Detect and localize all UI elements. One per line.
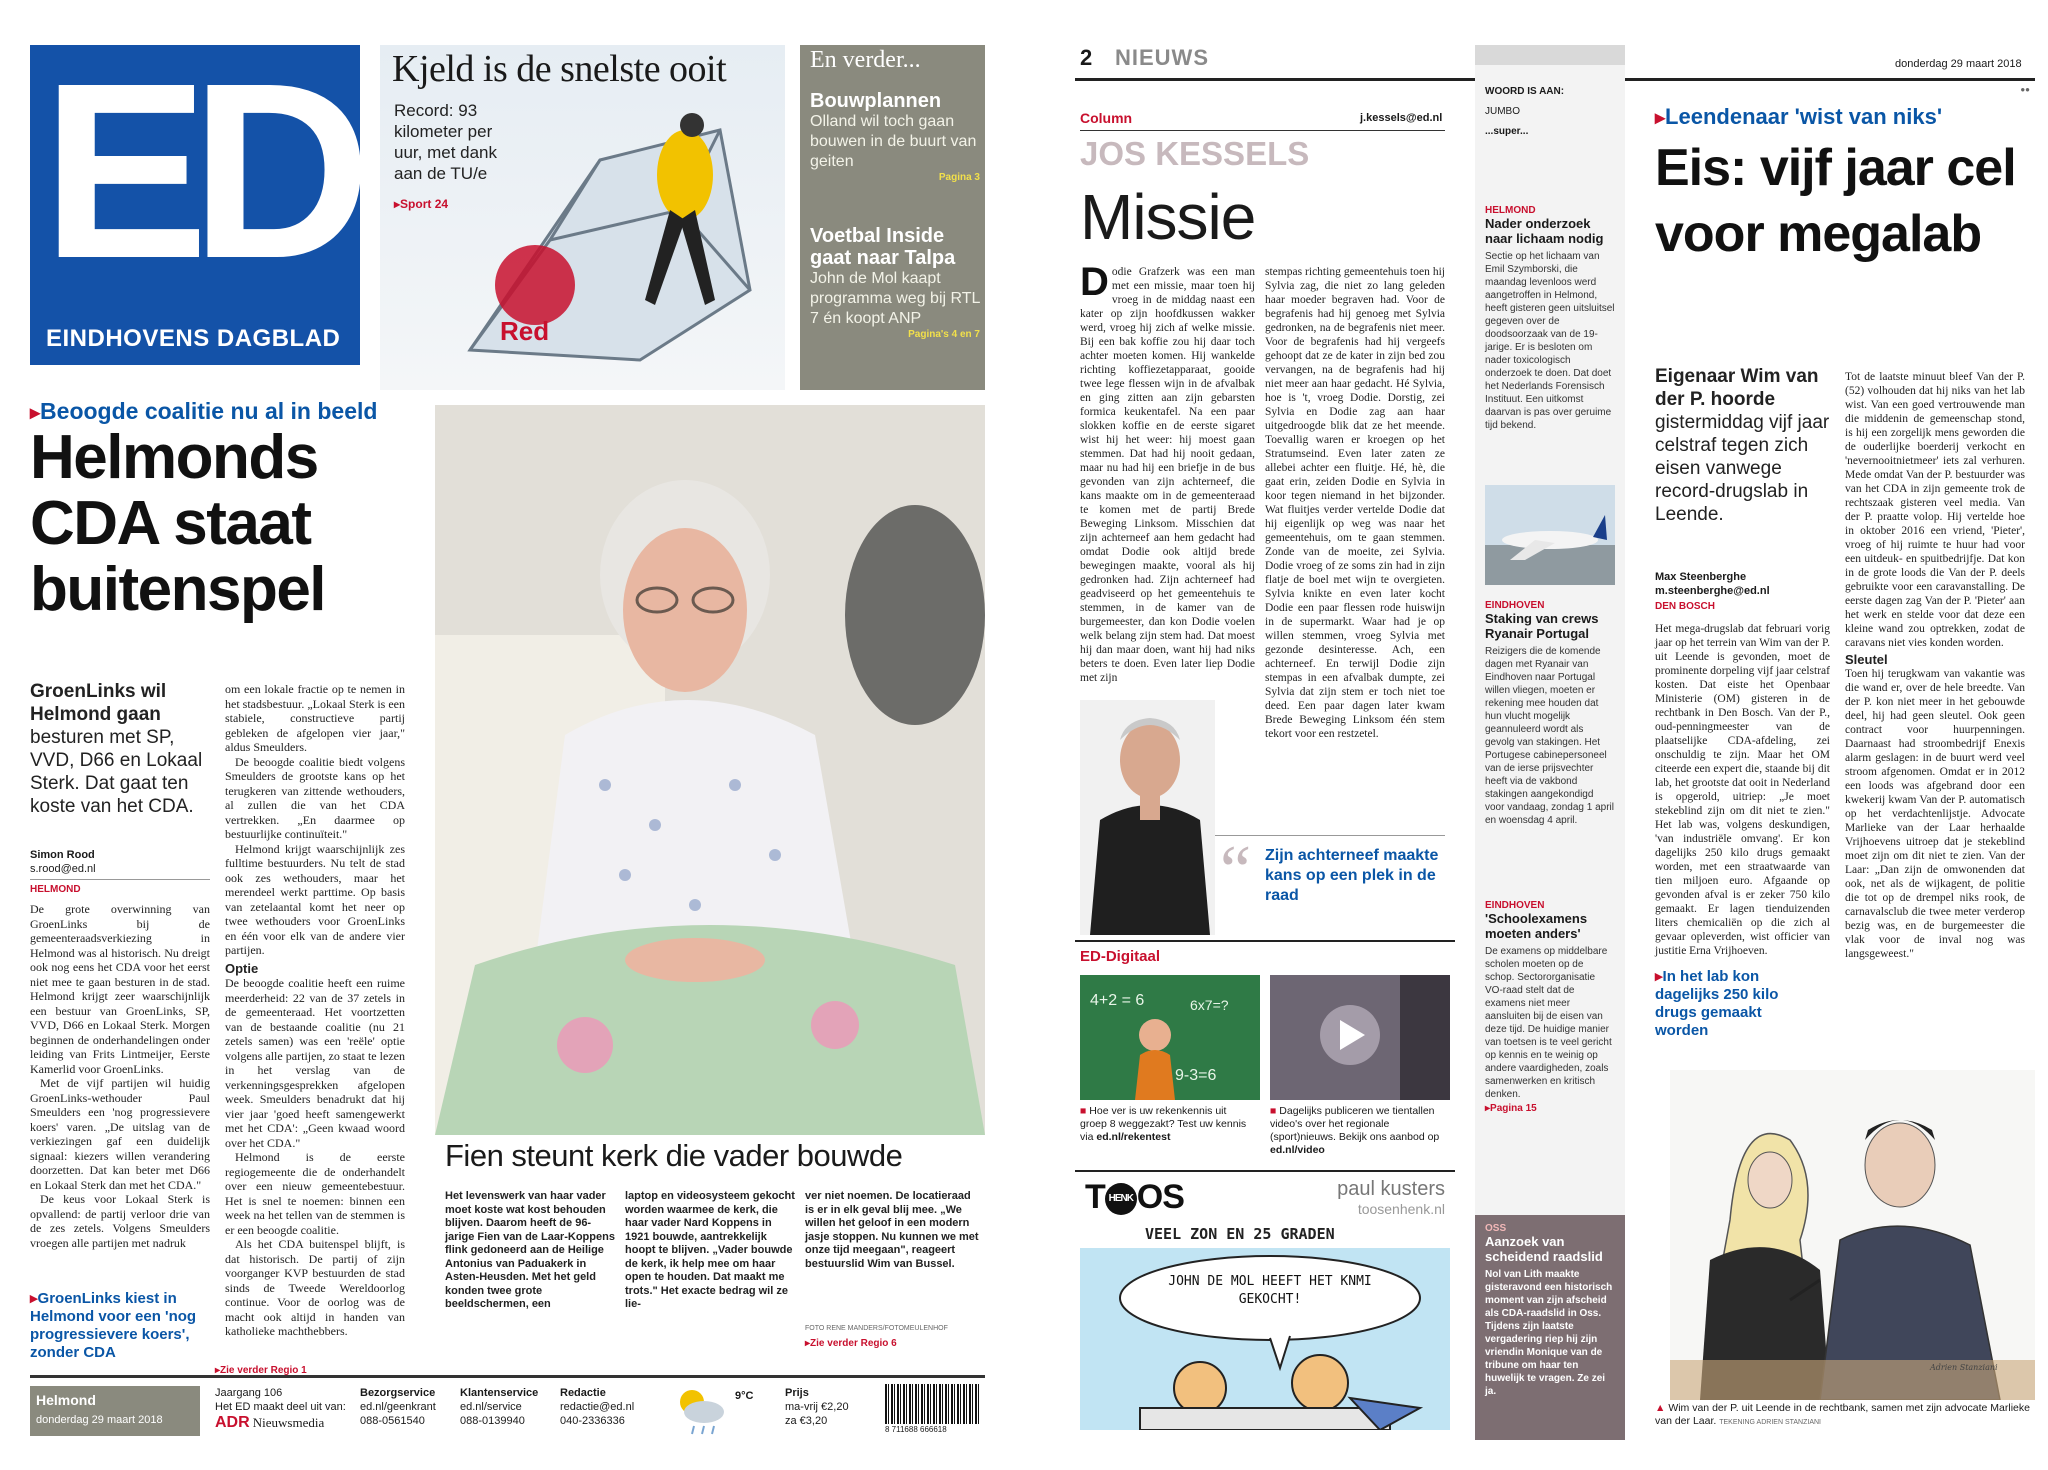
lab-col-2 bbox=[1845, 370, 2025, 961]
edition-box bbox=[30, 1386, 200, 1436]
klantenservice[interactable] bbox=[460, 1386, 538, 1428]
edition-date: donderdag 29 maart 2018 bbox=[36, 1414, 163, 1426]
column-label: Column bbox=[1080, 110, 1133, 126]
item-link[interactable]: ed.nl/video bbox=[1270, 1144, 1325, 1156]
en-verder-item-1[interactable] bbox=[810, 90, 980, 183]
lab-kicker: ▸ Leendenaar 'wist van niks' bbox=[1655, 104, 1942, 130]
author-name: paul kusters bbox=[1337, 1178, 1445, 1200]
ed-digitaal-rule bbox=[1075, 940, 1455, 942]
column-quote-box bbox=[1215, 832, 1445, 935]
item-ref: Pagina's 4 en 7 bbox=[908, 329, 980, 340]
photo-story-col-3: ver niet noemen. De locatieraad is er in elk geval blij mee. „We willen het geloof in een modern jasje stoppen. Nu kunnen we met onze tijd meegaan", reageert bestuurslid Wim van Bussel. bbox=[805, 1190, 979, 1270]
dateline: DEN BOSCH bbox=[1655, 601, 1716, 612]
paragraph: odie Grafzerk was een man met een missie, maar toen hij vroeg in de middag naast een kater op zijn hoofdkussen wakker werd, vroeg hij zich af welke missie. Bij een bak koffie zou hij daar toch achter moeten komen. Hij wankelde richting koffiezetapparaat, gooide twee lege flessen wijn in de afvalbak en ging zitten aan zijn gebarsten formica keukentafel. Na een paar slokken koffie en de eerste sigaret wist hij het weer: hij moest gaan stemmen. Dat had hij nooit gedaan, maar nu had hij een briefje in de bus gevonden van zijn achterneef, die kans maakte om in de gemeenteraad te komen met de partij Brede Beweging Linksom. Misschien dat zijn achterneef aan hem gedacht had omdat Dodie ook altijd brede bewegingen maakte, vooral als hij gedronken had. Zijn achterneef had geadviseerd op het gemeentehuis te stemmen, in de kamer van de burgemeester, dan kon Dodie voelen welk belang zijn stem had. Dat moest hij dan maar doen, want hij had niks beters te doen. Even later liep Dodie met zijn bbox=[1080, 266, 1255, 684]
page-number: 2 bbox=[1080, 45, 1093, 70]
intro-rest: besturen met SP, VVD, D66 en Lokaal Sterk. Dat gaat ten koste van het CDA. bbox=[30, 727, 203, 817]
intro-bold: GroenLinks wil Helmond gaan bbox=[30, 681, 167, 725]
front-page bbox=[30, 31, 985, 1440]
url: ed.nl/service bbox=[460, 1401, 522, 1413]
teaser-text: Record: 93 kilometer per uur, met dank aan de TU/e bbox=[394, 101, 498, 183]
item-tag: OSS bbox=[1485, 1223, 1507, 1234]
label: Redactie bbox=[560, 1387, 606, 1399]
label: Klantenservice bbox=[460, 1387, 539, 1399]
url: ed.nl/geenkrant bbox=[360, 1401, 436, 1413]
page-date: donderdag 29 maart 2018 bbox=[1895, 58, 2022, 70]
paragraph: Tot de laatste minuut bleef Van der P. (52) volhouden dat hij niks van het lab wist. Van een goed vertrouwende man die middenin de gemeenschap stond, is hij een zorgelijk mens geworden die de ouderlijke boerderij verkocht en 'nevernooitnietmeer' iets zal verhuren. Mede omdat Van der P. bestuurder was van het CDA in zijn gemeente trok de rechtszaak gisteren veel media. Van der P. praatte volop. Hij vertelde hoe in oktober 2016 een vriend, 'Pieter', vroeg of hij ruimte te huur had voor een uitdeuk- en spuitbedrijfje. Dat kon in de grote loods die Van der P. deels gebruikte voor een caravanstalling. De eerste dagen zag Van der P. 'Pieter' aan het werk en stelde voor dat deze een kleine wand zou optrekken, zodat de caravans niet vies konden worden. bbox=[1845, 371, 2025, 649]
en-verder-item-2[interactable] bbox=[810, 225, 980, 340]
video-illustration bbox=[1270, 975, 1450, 1100]
pull-text: In het lab kon dagelijks 250 kilo drugs gemaakt worden bbox=[1655, 968, 1779, 1039]
jaargang-text: Jaargang 106 bbox=[215, 1387, 283, 1399]
svg-text:Red: Red bbox=[500, 316, 550, 346]
lead-ref[interactable]: ▸ Zie verder Regio 1 bbox=[215, 1365, 307, 1376]
adr-logo: ADR Nieuwsmedia bbox=[215, 1414, 325, 1431]
ed-digitaal-label: ED-Digitaal bbox=[1080, 948, 1161, 965]
comic-title bbox=[1085, 1178, 1184, 1217]
edition-name: Helmond bbox=[36, 1392, 96, 1408]
comic-author bbox=[1300, 1178, 1445, 1217]
lab-pull-quote: ▸In het lab kon dagelijks 250 kilo drugs gemaakt worden bbox=[1655, 968, 1779, 1039]
en-verder-label: En verder... bbox=[810, 47, 921, 73]
paragraph: De beoogde coalitie heeft een ruime meerderheid: 22 van de 37 zetels in de gemeenteraad. Het voortzetten van de bestaande coalitie (nu 21 zetels samen) was een 'reële' optie volgens alle partijen, zo staat te lezen in het verslag van de verkenningsgesprekken afgelopen week. Smeulders benadrukt dat hij vier jaar 'goed heeft samengewerkt met het CDA': „Geen kwaad woord over het CDA." bbox=[225, 976, 405, 1150]
item-link[interactable]: ed.nl/rekentest bbox=[1096, 1131, 1171, 1143]
front-footer bbox=[30, 1375, 985, 1440]
author-email[interactable]: s.rood@ed.nl bbox=[30, 863, 96, 875]
digitaal-item-2[interactable]: ■ Dagelijks publiceren we tientallen video's over het regionale (sport)nieuws. Bekijk ons aanbod op ed.nl/video bbox=[1270, 1105, 1440, 1156]
math-quiz-illustration bbox=[1080, 975, 1260, 1100]
tel: 088-0139940 bbox=[460, 1415, 525, 1427]
page-two bbox=[1075, 40, 2035, 1440]
column-title: Missie bbox=[1080, 181, 1256, 253]
deel-text: Het ED maakt deel uit van: bbox=[215, 1401, 346, 1413]
caption-text: Wim van der P. uit Leende in de rechtbank, samen met zijn advocate Marlieke van der Laar. bbox=[1655, 1402, 2030, 1427]
dropcap: D bbox=[1080, 260, 1109, 304]
digitaal-item-1[interactable]: ■ Hoe ver is uw rekenkennis uit groep 8 weggezakt? Test uw kennis via ed.nl/rekentest bbox=[1080, 1105, 1247, 1143]
paragraph: De beoogde coalitie biedt volgens Smeulders de grootste kans op het terugkeren van zittende wethouders, al zullen die van het CDA vertrekken. „En daarmee op bestuurlijke continuïteit." bbox=[225, 754, 405, 841]
item-text: Olland wil toch gaan bouwen in de buurt van geiten bbox=[810, 113, 977, 170]
sidebar-item-1[interactable] bbox=[1485, 205, 1615, 432]
woord-1: JUMBO bbox=[1485, 106, 1520, 117]
lab-headline[interactable]: Eis: vijf jaar cel voor megalab bbox=[1655, 139, 2016, 263]
lead-pull-quote: ▸GroenLinks kiest in Helmond voor een 'nog progressievere koers', zonder CDA bbox=[30, 1290, 197, 1361]
author: Simon Rood bbox=[30, 849, 95, 861]
photo-story-col-1: Het levenswerk van haar vader moet koste wat kost behouden blijven. Daarom heeft de 96-jarige Fien van de Laar-Koppens flink gedoneerd aan de Heilige Antonius van Paduakerk in Asten-Heusden. Met het geld konden twee grote beeldschermen, een bbox=[445, 1190, 615, 1310]
column-col-1 bbox=[1080, 260, 1255, 685]
item-tag: EINDHOVEN bbox=[1485, 900, 1545, 911]
teaser-title: Kjeld is de snelste ooit bbox=[392, 48, 727, 90]
column-email[interactable]: j.kessels@ed.nl bbox=[1360, 112, 1443, 124]
barcode bbox=[885, 1384, 980, 1424]
item-text: De examens op middelbare scholen moeten op de schop. Sectororganisatie VO-raad stelt dat de examens niet meer aansluiten bij de eisen van deze tijd. De huidige manier van toetsen is te veel gericht op kennis en te weinig op andere vaardigheden, zoals samenwerken en kritisch denken. bbox=[1485, 946, 1612, 1100]
item-title: Nader onderzoek naar lichaam nodig bbox=[1485, 216, 1604, 246]
paragraph: Als het CDA buitenspel blijft, is dat historisch. De partij of zijn voorganger KVP bestuurden de stad sinds de Tweede Wereldoorlog continue. Voor de oorlog was de macht ook altijd in handen van katholieke machthebbers. bbox=[225, 1237, 405, 1338]
news-sidebar bbox=[1475, 45, 1625, 1440]
caption-credit: TEKENING ADRIEN STANZIANI bbox=[1719, 1419, 1821, 1426]
woord-label: WOORD IS AAN: bbox=[1485, 86, 1565, 97]
item-text: Reizigers die de komende dagen met Ryanair van Eindhoven naar Portugal willen vliegen, moeten er rekening mee houden dat hun vlucht mogelijk geannuleerd wordt als gevolg van stakingen. Het Portugese cabinepersoneel van de ierse prijsvechter heeft via de vakbond stakingen aangekondigd voor vandaag, zondag 1 april en woensdag 4 april. bbox=[1485, 646, 1614, 826]
item-text: Hoe ver is uw rekenkennis uit groep 8 weggezakt? Test uw kennis via bbox=[1080, 1105, 1247, 1143]
sidebar-item-3[interactable] bbox=[1485, 900, 1615, 1114]
sidebar-item-2[interactable] bbox=[1485, 600, 1615, 827]
mail: redactie@ed.nl bbox=[560, 1401, 635, 1413]
redactie[interactable] bbox=[560, 1386, 634, 1428]
photo-story-ref[interactable]: ▸ Zie verder Regio 6 bbox=[805, 1338, 897, 1349]
lead-byline bbox=[30, 848, 210, 897]
price-1: ma-vrij €2,20 bbox=[785, 1401, 849, 1413]
column-col-2: stempas richting gemeentehuis toen hij Sylvia zag, die niet zo lang geleden haar moeder begraven had. Voor de begrafenis had hij genoeg met Sylvia gedronken, na de begrafenis niet meer. Voor de begrafenis had hij vergeefs gehoopt dat ze de kater in zijn bed zou vervangen, na de begrafenis had hij niet meer aan haar gedacht. Hé Sylvia, hoe is 't, vroeg Dodie. Dorstig, zei Sylvia en Dodie zag aan haar uitgedroogde blik dat ze het meende. Toevallig waren er kroegen op het Stratumseind. Even later zaten ze allebei achter een fluitje. Hé, hè, die gaat erin, zeiden Dodie en Sylvia in koor tegen niemand in het bijzonder. Wat fluitjes verder vertelde Dodie dat hij eigenlijk op weg was naar het gemeentehuis, om te gaan stemmen. Zonde van de moeite, zei Sylvia. Dodie vroeg of ze soms zin had in zijn flatje de boel met wijn te overgieten. Sylvia knikte en even later kocht Dodie een paar flessen rode huiswijn in de supermarkt. Waar had je op willen stemmen, vroeg Sylvia met gezonde desinteresse. Ach, een achterneef. En terwijl Dodie zijn stempas in een afvalbak dumpte, zei Sylvia dat zijn stem er toch niet toe deed. Een paar dagen later kwam Brede Beweging Linksom één stem tekort voor een restzetel. bbox=[1265, 266, 1445, 740]
prijs bbox=[785, 1386, 849, 1428]
price-2: za €3,20 bbox=[785, 1415, 828, 1427]
paragraph: Toen hij terugkwam van vakantie was die wand er, over de hele breedte. Van der P. kon niet meer in het gebouwde deel, hij had geen sleutel. Ook geen contract voor huurpenningen. Daarnaast had stroombedrijf Enexis alarm geslagen: in de buurt werd veel stroom afgenomen. Omdat er in 2012 een loods was afgebrand door een kwekerij kwam Van der P. automatisch op het verdachtenlijstje. Advocate Marlieke van der Laar herhaalde Vrijhoevens uitroep dat je stekeblind moet zijn om dit niet te zien. Van der Laar: „Dan zijn de omwonenden dat ook, net als de wijkagent, de politie die tot op de drempel niks rook, de carnavalsclub die twee meter verderop bezig was, en de burgemeester die vlak voor de inval nog was langsgeweest." bbox=[1845, 668, 2025, 960]
jaargang bbox=[215, 1386, 346, 1431]
woord-box bbox=[1485, 85, 1564, 139]
item-text: Dagelijks publiceren we tientallen video's over het regionale (sport)nieuws. Bekijk ons aanbod op bbox=[1270, 1105, 1440, 1143]
columnist-photo bbox=[1080, 700, 1215, 935]
portrait-illustration bbox=[435, 405, 985, 1135]
paragraph: De grote overwinning van GroenLinks bij de gemeenteraadsverkiezing in Helmond was al historisch. Nu dreigt ook nog eens het CDA voor het eerst niet mee te gaan besturen in de stad. Helmond krijgt zeer waarschijnlijk een bestuur van GroenLinks, SP, VVD, D66 en Lokaal Sterk. Morgen beginnen de onderhandelingen onder leiding van Frits Lintmeijer, Eerste Kamerlid voor GroenLinks. bbox=[30, 902, 210, 1076]
photo-credit: FOTO RENE MANDERS/FOTOMEULENHOF bbox=[805, 1325, 948, 1332]
item-text: Nol van Lith maakte gisteravond een historisch moment van zijn afscheid als CDA-raadslid in Oss. Tijdens zijn laatste vergadering riep hij zijn vriendin Monique van de tribune om haar ten huwelijk te vragen. Ze zei ja. bbox=[1485, 1269, 1613, 1397]
columnist-portrait bbox=[1080, 700, 1215, 935]
lab-intro bbox=[1655, 365, 1835, 526]
tel: 088-0561540 bbox=[360, 1415, 425, 1427]
paragraph: Helmond is de eerste regiogemeente die de onderhandelt over een nieuw gemeentebestuur. Het is snel te noemen: binnen een week na het tellen van de stemmen is er een beoogde coalitie. bbox=[225, 1150, 405, 1237]
item-title: Staking van crews Ryanair Portugal bbox=[1485, 611, 1599, 641]
item-tag: HELMOND bbox=[1485, 205, 1536, 216]
temperature: 9°C bbox=[735, 1390, 754, 1402]
paragraph: De keus voor Lokaal Sterk is opvallend: de partij verloor drie van de zes zetels. Volgens Smeulders vroegen alle partijen met nadruk bbox=[30, 1192, 210, 1250]
barcode-number: 8 711688 666618 bbox=[885, 1425, 947, 1434]
bezorgservice[interactable] bbox=[360, 1386, 436, 1428]
sidebar-top-notch bbox=[1475, 45, 1625, 65]
dateline: HELMOND bbox=[30, 884, 81, 895]
drawing-caption: ▲ Wim van der P. uit Leende in de rechtbank, samen met zijn advocate Marlieke van der Laar. TEKENING ADRIEN STANZIANI bbox=[1655, 1402, 2030, 1427]
quote-mark-icon: “ bbox=[1220, 832, 1252, 909]
digitaal-image-1[interactable] bbox=[1080, 975, 1260, 1100]
comic-subtitle: VEEL ZON EN 25 GRADEN bbox=[1145, 1225, 1335, 1243]
label: Prijs bbox=[785, 1387, 809, 1399]
airplane-illustration bbox=[1485, 485, 1615, 585]
item-title: 'Schoolexamens moeten anders' bbox=[1485, 911, 1588, 941]
courtroom-illustration bbox=[1670, 1070, 2035, 1400]
lead-col-1 bbox=[30, 902, 210, 1250]
svg-text:Adrien Stanziani: Adrien Stanziani bbox=[1930, 1363, 1998, 1372]
column-rule bbox=[1080, 130, 1445, 131]
sidebar-item-4[interactable] bbox=[1475, 1215, 1625, 1440]
item-title: Voetbal Inside gaat naar Talpa bbox=[810, 225, 956, 269]
lab-byline bbox=[1655, 570, 1830, 614]
speed-bike-illustration bbox=[430, 90, 775, 390]
pull-text: GroenLinks kiest in Helmond voor een 'nog progressievere koers', zonder CDA bbox=[30, 1290, 197, 1361]
teaser-kjeld[interactable] bbox=[380, 45, 785, 390]
lead-headline[interactable]: Helmonds CDA staat buitenspel bbox=[30, 423, 326, 624]
speech-bubble-text: JOHN DE MOL HEEFT HET KNMI GEKOCHT! bbox=[1168, 1274, 1372, 1307]
svg-text:6x7=?: 6x7=? bbox=[1190, 997, 1229, 1013]
lead-intro bbox=[30, 680, 215, 818]
photo-story-headline[interactable]: Fien steunt kerk die vader bouwde bbox=[445, 1138, 903, 1173]
digitaal-image-2[interactable] bbox=[1270, 975, 1450, 1100]
author-site[interactable]: toosenhenk.nl bbox=[1357, 1201, 1445, 1217]
photo-story-col-2: laptop en videosysteem gekocht worden waarmee de kerk, die haar vader Nard Koppens in 1921 bouwde, aantrekkelijk hoopt te blijven. „Vader bouwde de kerk, ik help mee om haar open te houden. Dat maakt me trots." Het exacte bedrag wil ze lie- bbox=[625, 1190, 795, 1310]
woord-2: ...super... bbox=[1485, 126, 1529, 137]
comic-rule bbox=[1075, 1170, 1455, 1172]
comic-panel bbox=[1080, 1248, 1450, 1430]
author: Max Steenberghe bbox=[1655, 571, 1747, 583]
title-b: OS bbox=[1136, 1178, 1184, 1216]
lab-top-strip: ●● bbox=[2020, 85, 2030, 94]
paragraph: om een lokale fractie op te nemen in het stadsbestuur. „Lokaal Sterk is een stabiele, constructieve partij gebleken de afgelopen vier jaar," aldus Smeulders. bbox=[225, 682, 405, 754]
photo-fien[interactable] bbox=[435, 405, 985, 1135]
item-tag: EINDHOVEN bbox=[1485, 600, 1545, 611]
masthead-logo[interactable] bbox=[30, 31, 360, 365]
paragraph: Met de vijf partijen wil huidig GroenLinks-wethouder Paul Smeulders een 'nog progressievere koers' varen. „De uitslag van de verkiezingen gaf een duidelijk signaal: kiezers willen verandering doorzetten. Dat kan beter met D66 en Lokaal Sterk dan met het CDA." bbox=[30, 1076, 210, 1192]
intro-rest: gistermiddag vijf jaar celstraf tegen zich eisen vanwege record-drugslab in Leende. bbox=[1655, 412, 1830, 525]
lead-col-2 bbox=[225, 682, 405, 1339]
logo-letters: ED bbox=[42, 31, 354, 310]
teaser-ref[interactable]: ▸ Sport 24 bbox=[394, 197, 448, 211]
author-email[interactable]: m.steenberghe@ed.nl bbox=[1655, 585, 1770, 597]
ryanair-photo bbox=[1485, 485, 1615, 585]
item-title: Aanzoek van scheidend raadslid bbox=[1485, 1234, 1603, 1264]
lead-kicker: ▸ Beoogde coalitie nu al in beeld bbox=[30, 398, 377, 425]
ampersand-icon: HENK bbox=[1105, 1183, 1137, 1215]
subhead: Sleutel bbox=[1845, 652, 1888, 667]
item-ref: Pagina 3 bbox=[938, 172, 980, 183]
adr-text: Nieuwsmedia bbox=[252, 1415, 325, 1430]
svg-text:9-3=6: 9-3=6 bbox=[1175, 1067, 1217, 1084]
intro-bold: Eigenaar Wim van der P. hoorde bbox=[1655, 366, 1819, 410]
tel: 040-2336336 bbox=[560, 1415, 625, 1427]
column-author: JOS KESSELS bbox=[1080, 135, 1310, 172]
masthead-name: EINDHOVENS DAGBLAD bbox=[46, 325, 341, 352]
lab-col-1: Het mega-drugslab dat februari vorig jaar op het terrein van Wim van der P. uit Leende is gevonden, moet de prominente dorpeling vijf jaar celstraf kosten. Dat eiste het Openbaar Ministerie (OM) gisteren in de rechtbank in Den Bosch. Van der P., oud-penningmeester van de plaatselijke CDA-afdeling, zei onschuldig te zijn. Maar het OM citeerde een expert die, staande bij dit lab, het grootste dat ooit in Nederland is opgerold, uitriep: „Je moet stekeblind zijn om dit niet te zien." Het lab was, volgens deskundigen, 'van industriële omvang'. Er kon dagelijks 250 kilo drugs gemaakt worden, met een straatwaarde van tien miljoen euro. Afgaande op gevonden afval is er zeker 750 kilo gemaakt. Er lagen tienduizenden liters chemicaliën op die zich al gevaar opleverden, wist officier van justitie Erna Vrijhoeven. bbox=[1655, 623, 1830, 957]
en-verder-box bbox=[800, 45, 985, 390]
item-title: Bouwplannen bbox=[810, 90, 942, 112]
weather-icon bbox=[670, 1384, 730, 1436]
subhead: Optie bbox=[225, 960, 259, 976]
item-text: Sectie op het lichaam van Emil Szymborski, die maandag levenloos werd aangetroffen in Helmond, heeft gisteren geen uitsluitsel gegeven over de doodsoorzaak van de 19-jarige. Er is besloten om nader toxicologisch onderzoek te doen. Dat doet het Nederlands Forensisch Instituut. Een uitkomst daarvan is pas over geruime tijd bekend. bbox=[1485, 251, 1615, 431]
section-name: NIEUWS bbox=[1115, 45, 1209, 70]
title-a: T bbox=[1085, 1178, 1105, 1216]
item-ref[interactable]: ▸ Pagina 15 bbox=[1485, 1103, 1615, 1114]
item-text: John de Mol kaapt programma weg bij RTL 7 én koopt ANP bbox=[810, 270, 980, 327]
quote-text: Zijn achterneef maakte kans op een plek in de raad bbox=[1265, 847, 1439, 904]
label: Bezorgservice bbox=[360, 1387, 436, 1399]
svg-text:4+2 = 6: 4+2 = 6 bbox=[1090, 992, 1145, 1009]
courtroom-drawing[interactable] bbox=[1670, 1070, 2035, 1400]
paragraph: Helmond krijgt waarschijnlijk zes fulltime bestuurders. Nu telt de stad ook zes wethouders, maar het merendeel werkt parttime. Op basis van zetelaantal komt het neer op twee wethouders voor GroenLinks en één voor elk van de andere vier partijen. bbox=[225, 841, 405, 957]
